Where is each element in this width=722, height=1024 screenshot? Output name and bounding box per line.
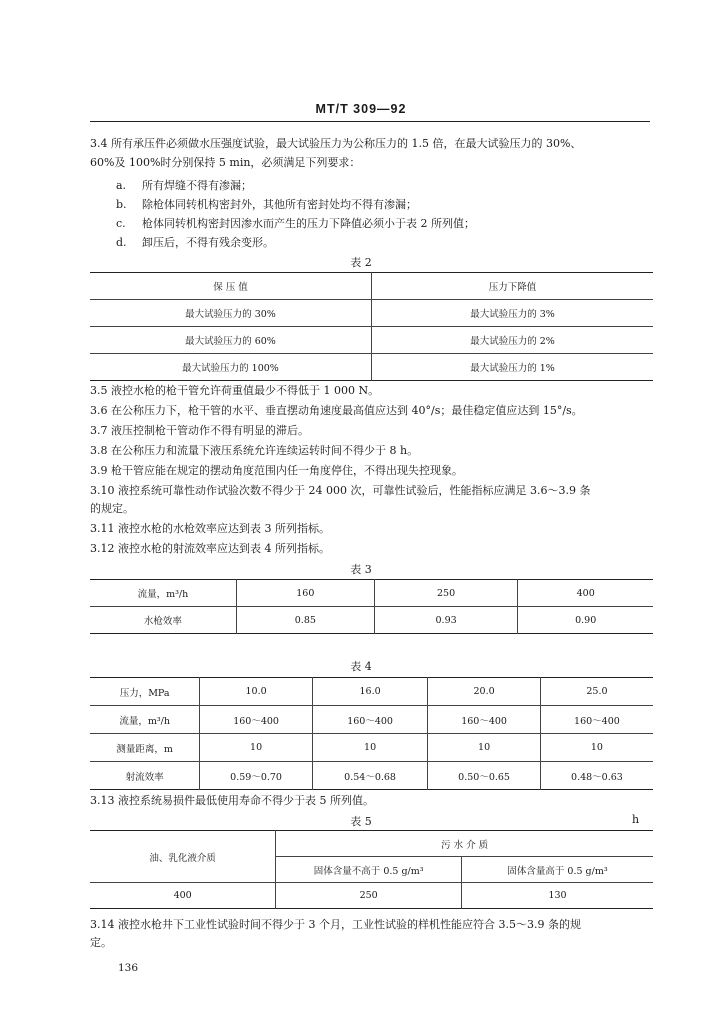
- table-cell: 水枪效率: [90, 607, 236, 634]
- list-item-text: 所有焊缝不得有渗漏；: [142, 179, 252, 192]
- table-cell: 0.50～0.65: [428, 762, 541, 790]
- table-cell: 10: [428, 734, 541, 762]
- table3-caption: 表 3: [350, 563, 372, 576]
- table-row: [90, 300, 653, 327]
- standard-header: MT/T 309—92: [315, 102, 407, 116]
- table-cell: 130: [462, 883, 653, 909]
- table-cell: 160～400: [312, 706, 427, 734]
- table-cell: 160: [236, 580, 374, 607]
- clause-3-14-line1: 3.14 液控水枪井下工业性试验时间不得少于 3 个月，工业性试验的样机性能应符合 3.5～3.9 条的规: [90, 918, 581, 931]
- table-cell: 0.85: [236, 607, 374, 634]
- table5: [90, 830, 653, 909]
- table-row: [90, 354, 653, 381]
- table5-caption: 表 5: [350, 815, 372, 828]
- table-cell: 10: [540, 734, 653, 762]
- table-header-cell: 固体含量高于 0.5 g/m³: [462, 857, 653, 883]
- table-row: [90, 678, 653, 706]
- table-cell: 0.93: [374, 607, 518, 634]
- table2-caption: 表 2: [350, 256, 372, 269]
- table-row: [90, 734, 653, 762]
- table-row: [90, 762, 653, 790]
- table-cell: 0.59～0.70: [200, 762, 313, 790]
- table-cell: 160～400: [540, 706, 653, 734]
- table-cell: 16.0: [312, 678, 427, 706]
- table-cell: 流量，m³/h: [90, 706, 200, 734]
- list-item-label: b.: [116, 198, 127, 211]
- table-cell: 160～400: [428, 706, 541, 734]
- table-row: [90, 607, 653, 634]
- table-cell: 压力，MPa: [119, 687, 170, 699]
- clause-3-6: 3.6 在公称压力下，枪干管的水平、垂直摆动角速度最高值应达到 40°/s；最佳稳定值应达到 15°/s。: [90, 404, 583, 417]
- table-header-cell: 保 压 值: [213, 282, 248, 293]
- clause-3-12: 3.12 液控水枪的射流效率应达到表 4 所列指标。: [90, 542, 330, 555]
- table-cell: 0.54～0.68: [312, 762, 427, 790]
- table-cell: 流量，m³/h: [137, 589, 189, 600]
- table-cell: 最大试验压力的 1%: [372, 354, 654, 381]
- table-cell: 测量距离，m: [90, 734, 200, 762]
- table-cell: 最大试验压力的 60%: [90, 327, 372, 354]
- table-header-cell: 固体含量不高于 0.5 g/m³: [276, 857, 462, 883]
- list-item: [116, 215, 475, 231]
- clause-3-7: 3.7 液压控制枪干管动作不得有明显的滞后。: [90, 424, 309, 437]
- list-item: [116, 177, 252, 193]
- table-row: [90, 273, 653, 300]
- table-header-cell: 污 水 介 质: [276, 831, 653, 857]
- list-item-label: d.: [116, 236, 127, 249]
- table-cell: 最大试验压力的 100%: [90, 354, 372, 381]
- clause-3-9: 3.9 枪干管应能在规定的摆动角度范围内任一角度停住，不得出现失控现象。: [90, 464, 463, 477]
- table-cell: 25.0: [540, 678, 653, 706]
- table-header-cell: 压力下降值: [372, 273, 654, 300]
- table-row: [90, 883, 653, 909]
- list-item-label: c.: [116, 217, 126, 230]
- clause-3-10-line2: 的规定。: [90, 502, 134, 515]
- list-item-text: 卸压后，不得有残余变形。: [142, 236, 274, 249]
- table-cell: 最大试验压力的 3%: [372, 300, 654, 327]
- clause-3-13: 3.13 液控系统易损件最低使用寿命不得少于表 5 所列值。: [90, 794, 374, 807]
- clause-3-10-line1: 3.10 液控系统可靠性动作试验次数不得少于 24 000 次，可靠性试验后，性能指标应满足 3.6～3.9 条: [90, 484, 591, 497]
- table-cell: 250: [374, 580, 518, 607]
- list-item: [116, 196, 417, 212]
- table-row: [90, 327, 653, 354]
- clause-3-4-line2: 60%及 100%时分别保持 5 min，必须满足下列要求：: [90, 156, 361, 169]
- list-item: [116, 234, 274, 250]
- table4: [90, 677, 653, 790]
- table-cell: 250: [276, 883, 462, 909]
- table-cell: 最大试验压力的 30%: [90, 300, 372, 327]
- table-cell: 射流效率: [90, 762, 200, 790]
- table-cell: 10.0: [200, 678, 313, 706]
- table-cell: 0.48～0.63: [540, 762, 653, 790]
- table-cell: 10: [312, 734, 427, 762]
- table4-caption: 表 4: [350, 660, 372, 673]
- table-row: [90, 580, 653, 607]
- table-cell: 400: [518, 580, 653, 607]
- clause-3-11: 3.11 液控水枪的水枪效率应达到表 3 所列指标。: [90, 522, 330, 535]
- clause-3-14-line2: 定。: [90, 936, 112, 949]
- table-cell: 20.0: [428, 678, 541, 706]
- list-item-text: 枪体同转机构密封因渗水而产生的压力下降值必须小于表 2 所列值；: [142, 217, 475, 230]
- table-cell: 10: [200, 734, 313, 762]
- table3: [90, 579, 653, 634]
- table-header-cell: 油、乳化液介质: [149, 852, 216, 864]
- table-cell: 最大试验压力的 2%: [372, 327, 654, 354]
- list-item-label: a.: [116, 179, 127, 192]
- table-cell: 0.90: [518, 607, 653, 634]
- table-row: [90, 831, 653, 857]
- page-number: 136: [118, 962, 139, 974]
- stray-mark: h: [632, 813, 640, 826]
- header-rule: [90, 121, 650, 122]
- clause-3-8: 3.8 在公称压力和流量下液压系统允许连续运转时间不得少于 8 h。: [90, 444, 419, 457]
- clause-3-4-line1: 3.4 所有承压件必须做水压强度试验，最大试验压力为公称压力的 1.5 倍，在最大试验压力的 30%、: [90, 137, 582, 150]
- clause-3-5: 3.5 液控水枪的枪干管允许荷重值最少不得低于 1 000 N。: [90, 384, 380, 397]
- table-cell: 160～400: [200, 706, 313, 734]
- table2: [90, 272, 653, 381]
- table-cell: 400: [90, 883, 276, 909]
- table-row: [90, 706, 653, 734]
- list-item-text: 除枪体同转机构密封外，其他所有密封处均不得有渗漏；: [142, 198, 417, 211]
